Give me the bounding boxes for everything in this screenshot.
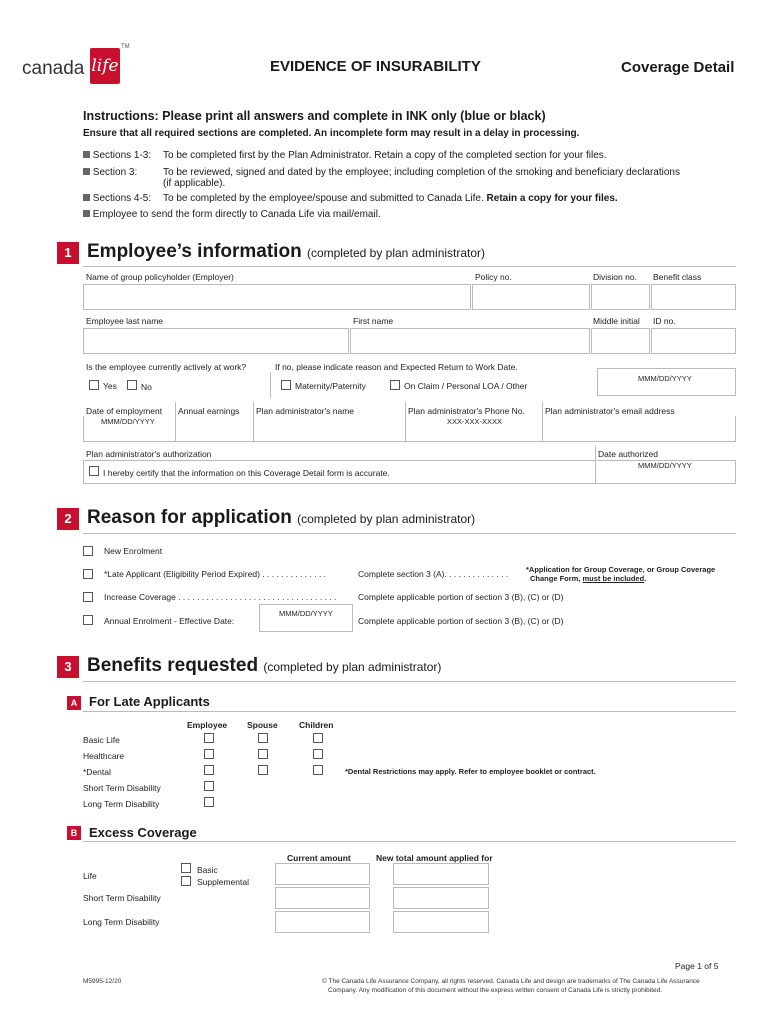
healthcare-children-checkbox[interactable] — [313, 749, 323, 759]
bullet-icon — [83, 151, 90, 158]
onclaim-label: On Claim / Personal LOA / Other — [404, 381, 528, 391]
divider — [270, 372, 271, 398]
form-title: EVIDENCE OF INSURABILITY — [270, 58, 481, 75]
basic-checkbox[interactable] — [181, 863, 191, 873]
active-question: Is the employee currently actively at work? — [86, 362, 247, 372]
ltd-new-field[interactable] — [393, 911, 489, 933]
certify-label: I hereby certify that the information on this Coverage Detail form is accurate. — [103, 468, 390, 478]
middle-initial-label: Middle initial — [593, 316, 640, 326]
date-format-hint: MMM/DD/YYYY — [101, 417, 155, 426]
divider — [595, 446, 596, 484]
subsection-title: For Late Applicants — [89, 694, 210, 709]
instruction-bullet: Sections 1-3: — [83, 150, 151, 161]
divider — [83, 681, 736, 682]
logo-wordmark: canada — [22, 58, 85, 79]
no-label: No — [141, 382, 152, 392]
first-name-label: First name — [353, 316, 394, 326]
benefit-row-label: *Dental — [83, 767, 111, 777]
dental-children-checkbox[interactable] — [313, 765, 323, 775]
annual-enrolment-label: Annual Enrolment - Effective Date: — [104, 616, 235, 626]
column-employee: Employee — [187, 720, 228, 730]
section-number: 1 — [57, 242, 79, 264]
divider — [175, 402, 176, 442]
maternity-checkbox[interactable] — [281, 380, 291, 390]
std-current-field[interactable] — [275, 887, 370, 909]
new-enrolment-checkbox[interactable] — [83, 546, 93, 556]
benefit-row-label: Basic Life — [83, 735, 120, 745]
benefit-row-label: Short Term Disability — [83, 783, 161, 793]
late-applicant-label: *Late Applicant (Eligibility Period Expired) . . . . . . . . . . . . . . — [104, 569, 327, 579]
new-enrolment-label: New Enrolment — [104, 546, 163, 556]
section-number: 3 — [57, 656, 79, 678]
increase-coverage-label: Increase Coverage . . . . . . . . . . . . . . . . . . . . . . . . . . . . . . . . . . — [104, 592, 337, 602]
divider — [83, 711, 736, 712]
yes-checkbox[interactable] — [89, 380, 99, 390]
new-total-header: New total amount applied for — [376, 853, 493, 863]
id-field[interactable] — [651, 328, 736, 354]
date-format-hint: MMM/DD/YYYY — [638, 374, 692, 383]
policy-field[interactable] — [472, 284, 590, 310]
date-authorized-label: Date authorized — [598, 449, 659, 459]
divider — [253, 402, 254, 442]
ltd-label: Long Term Disability — [83, 917, 160, 927]
subsection-title: Excess Coverage — [89, 825, 197, 840]
divider — [405, 402, 406, 442]
basic-life-employee-checkbox[interactable] — [204, 733, 214, 743]
copyright-line: Company. Any modification of this document without the express written consent of Canada Life is strictly prohibited. — [328, 987, 663, 994]
divider — [83, 841, 736, 842]
section-number: 2 — [57, 508, 79, 530]
healthcare-employee-checkbox[interactable] — [204, 749, 214, 759]
reason-question: If no, please indicate reason and Expected Return to Work Date. — [275, 362, 518, 372]
instruction-text: To be completed first by the Plan Administrator. Retain a copy of the completed section for your files. — [163, 150, 607, 161]
instruction-bullet: Sections 4-5: — [83, 193, 151, 204]
admin-name-label: Plan administrator's name — [256, 406, 354, 416]
form-code: M5995-12/20 — [83, 978, 122, 985]
first-name-field[interactable] — [350, 328, 590, 354]
column-spouse: Spouse — [247, 720, 278, 730]
admin-row-field[interactable] — [83, 416, 736, 442]
date-format-hint: MMM/DD/YYYY — [279, 609, 333, 618]
earnings-label: Annual earnings — [178, 406, 240, 416]
copyright-line: © The Canada Life Assurance Company, all rights reserved. Canada Life and design are trademarks of The Canada Life Assurance — [322, 978, 700, 985]
instruction-bullet: Section 3: — [83, 167, 137, 178]
instruction-text: To be completed by the employee/spouse and submitted to Canada Life. Retain a copy for your files. — [163, 193, 618, 204]
employment-date-label: Date of employment — [86, 406, 163, 416]
section-title: Benefits requested (completed by plan administrator) — [87, 655, 442, 676]
std-new-field[interactable] — [393, 887, 489, 909]
column-children: Children — [299, 720, 334, 730]
policy-label: Policy no. — [475, 272, 512, 282]
supplemental-label: Supplemental — [197, 877, 249, 887]
section-title: Reason for application (completed by plan administrator) — [87, 507, 476, 528]
division-label: Division no. — [593, 272, 637, 282]
increase-coverage-checkbox[interactable] — [83, 592, 93, 602]
divider — [83, 266, 736, 267]
current-amount-header: Current amount — [287, 853, 351, 863]
increase-coverage-instruction: Complete applicable portion of section 3 (B), (C) or (D) — [358, 592, 564, 602]
middle-initial-field[interactable] — [591, 328, 650, 354]
benefit-row-label: Healthcare — [83, 751, 125, 761]
divider — [542, 402, 543, 442]
ltd-current-field[interactable] — [275, 911, 370, 933]
benefit-class-label: Benefit class — [653, 272, 702, 282]
phone-format-hint: XXX-XXX-XXXX — [447, 417, 503, 426]
section-title: Employee’s information (completed by plan administrator) — [87, 241, 486, 262]
supplemental-checkbox[interactable] — [181, 876, 191, 886]
basic-life-spouse-checkbox[interactable] — [258, 733, 268, 743]
basic-label: Basic — [197, 865, 218, 875]
maternity-label: Maternity/Paternity — [295, 381, 366, 391]
authorization-label: Plan administrator's authorization — [86, 449, 212, 459]
logo-mark: life — [90, 48, 120, 84]
late-applicant-instruction: Complete section 3 (A). . . . . . . . . . . . . . — [358, 569, 509, 579]
late-applicant-checkbox[interactable] — [83, 569, 93, 579]
id-label: ID no. — [653, 316, 676, 326]
instructions-title: Instructions: Please print all answers and complete in INK only (blue or black) — [83, 109, 546, 123]
date-format-hint: MMM/DD/YYYY — [638, 461, 692, 470]
life-new-field[interactable] — [393, 863, 489, 885]
trademark: TM — [121, 44, 130, 50]
annual-enrolment-instruction: Complete applicable portion of section 3 (B), (C) or (D) — [358, 616, 564, 626]
ltd-employee-checkbox[interactable] — [204, 797, 214, 807]
bullet-icon — [83, 194, 90, 201]
dental-note: *Dental Restrictions may apply. Refer to employee booklet or contract. — [345, 767, 596, 776]
instruction-bullet: Employee to send the form directly to Canada Life via mail/email. — [83, 209, 381, 220]
last-name-field[interactable] — [83, 328, 349, 354]
instruction-text: (if applicable). — [163, 178, 226, 189]
subsection-letter: A — [67, 696, 81, 710]
bullet-icon — [83, 210, 90, 217]
employer-field[interactable] — [83, 284, 471, 310]
dental-employee-checkbox[interactable] — [204, 765, 214, 775]
benefit-row-label: Long Term Disability — [83, 799, 160, 809]
benefit-class-field[interactable] — [651, 284, 736, 310]
subsection-letter: B — [67, 826, 81, 840]
no-checkbox[interactable] — [127, 380, 137, 390]
admin-phone-label: Plan administrator's Phone No. — [408, 406, 525, 416]
onclaim-checkbox[interactable] — [390, 380, 400, 390]
form-subtitle: Coverage Detail — [621, 59, 735, 76]
healthcare-spouse-checkbox[interactable] — [258, 749, 268, 759]
bullet-icon — [83, 168, 90, 175]
page-number: Page 1 of 5 — [675, 961, 719, 971]
employer-label: Name of group policyholder (Employer) — [86, 272, 234, 282]
life-label: Life — [83, 871, 97, 881]
std-employee-checkbox[interactable] — [204, 781, 214, 791]
yes-label: Yes — [103, 381, 117, 391]
last-name-label: Employee last name — [86, 316, 164, 326]
instruction-text: To be reviewed, signed and dated by the employee; including completion of the smoking and beneficiary declarations — [163, 167, 680, 178]
annual-enrolment-checkbox[interactable] — [83, 615, 93, 625]
std-label: Short Term Disability — [83, 893, 161, 903]
late-applicant-note: Change Form, must be included. — [530, 574, 647, 583]
divider — [83, 533, 736, 534]
certify-checkbox[interactable] — [89, 466, 99, 476]
dental-spouse-checkbox[interactable] — [258, 765, 268, 775]
instructions-subtitle: Ensure that all required sections are completed. An incomplete form may result in a delay in processing. — [83, 128, 580, 139]
admin-email-label: Plan administrator's email address — [545, 406, 675, 416]
life-current-field[interactable] — [275, 863, 370, 885]
basic-life-children-checkbox[interactable] — [313, 733, 323, 743]
late-applicant-note: *Application for Group Coverage, or Group Coverage — [526, 565, 716, 574]
division-field[interactable] — [591, 284, 650, 310]
